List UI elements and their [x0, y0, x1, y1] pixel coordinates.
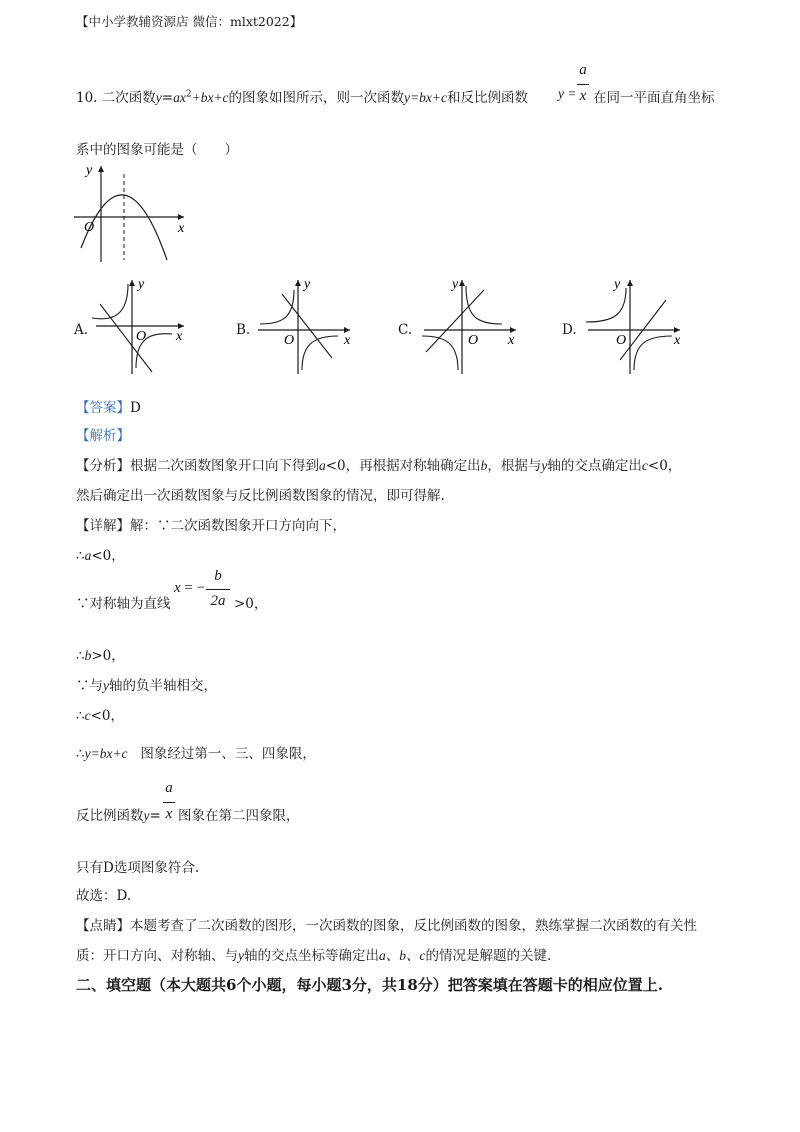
y-axis-label: y [304, 277, 311, 292]
inverse-fraction-bar [163, 802, 175, 803]
therefore-symbol: ∴ [76, 708, 85, 724]
detail-line-4 [76, 644, 125, 664]
page-header: 【中小学教辅资源店 微信：mlxt2022】 [76, 14, 303, 29]
axis-eq-x: x [174, 580, 181, 596]
parabola-graph [68, 160, 193, 265]
fraction-denominator: x [579, 88, 587, 104]
origin-label: O [136, 329, 147, 344]
detail-text-1: 解：∵二次函数图象开口方向向下， [130, 518, 346, 534]
because-text: ∵与 [76, 678, 103, 694]
y-axis-arrow [627, 280, 633, 286]
origin-label: O [84, 220, 95, 235]
dianjing-text-2b: 轴的交点坐标等确定出 [244, 948, 379, 964]
question-text-a: 二次函数 [101, 90, 156, 106]
linear-eq: y=bx+c [84, 746, 128, 761]
eq1-ax: ax [173, 90, 186, 105]
x-axis-label: x [344, 333, 351, 348]
fenxi-tag: 【分析】 [76, 458, 130, 474]
hyperbola-branch-lower [634, 336, 672, 370]
answer-tag: 【答案】 [76, 400, 130, 416]
therefore-symbol: ∴ [76, 746, 85, 762]
var-c: c [84, 708, 91, 723]
question-line-1 [76, 86, 528, 106]
option-d-label: D. [562, 322, 577, 338]
hyperbola-branch-upper [586, 288, 626, 322]
detail-text-4: >0， [91, 648, 125, 664]
origin-label: O [284, 333, 295, 348]
dianjing-text-2a: 质：开口方向、对称轴、与 [76, 948, 238, 964]
detail-text-5: 轴的负半轴相交， [109, 678, 217, 694]
question-line-2: 系中的图象可能是（ ） [76, 142, 238, 158]
fraction-bar [577, 84, 589, 85]
detail-line-1 [76, 514, 346, 534]
dianjing-tag: 【点睛】 [76, 918, 130, 934]
var-a: a [84, 548, 92, 563]
dianjing-text-2c: 的情况是解题的关键. [425, 948, 552, 964]
inverse-fraction-numerator: a [165, 780, 173, 796]
axis-fraction [206, 568, 230, 616]
eq3-y: y = [558, 86, 577, 101]
option-a-graph [88, 276, 196, 378]
var-b: b [84, 648, 92, 663]
eq1-y: y [155, 90, 162, 105]
eq1-rest: +bx+c [191, 90, 229, 105]
hyperbola-branch-upper [466, 286, 502, 324]
dianjing-text-1: 本题考查了二次函数的图形，一次函数的图象，反比例函数的图象，熟练掌握二次函数的有关性 [130, 918, 697, 934]
y-axis-label: y [86, 163, 93, 178]
fraction-numerator: a [579, 62, 587, 78]
hyperbola-branch-upper [92, 284, 128, 319]
eq1-exponent: 2 [185, 89, 192, 100]
option-d-graph [582, 276, 690, 378]
fenxi-text-1: 根据二次函数图象开口向下得到 [130, 458, 319, 474]
therefore-symbol: ∴ [76, 548, 85, 564]
fenxi-text-5: <0， [647, 458, 682, 474]
detail-text-3-post: >0， [234, 596, 268, 612]
hyperbola-branch-lower [422, 336, 458, 370]
question-text-b: 的图象如图所示，则一次函数 [228, 90, 405, 106]
hyperbola-branch-lower [302, 336, 338, 370]
option-c-graph [418, 276, 526, 378]
fenxi-var-c: c [641, 458, 648, 473]
y-axis-arrow [459, 280, 465, 286]
axis-eq [174, 580, 205, 597]
axis-fraction-numerator: b [214, 568, 222, 584]
fenxi-text-4: 轴的交点确定出 [547, 458, 642, 474]
detail-text-2: <0， [91, 548, 125, 564]
detail-text-3: ∵对称轴为直线 [76, 596, 171, 612]
equals-sign: = [149, 808, 161, 824]
answer-value: D [130, 400, 141, 416]
detail-line-2 [76, 544, 125, 564]
origin-label: O [468, 333, 479, 348]
x-axis-label: x [674, 333, 681, 348]
axis-fraction-bar [206, 589, 230, 590]
hyperbola-branch-upper [260, 290, 294, 324]
axis-fraction-denominator: 2a [210, 593, 226, 609]
dianjing-line-2 [76, 944, 551, 964]
answer-line [76, 396, 141, 416]
y-axis-label: y [452, 277, 459, 292]
detail-line-8 [76, 804, 161, 824]
eq1-equals: = [161, 90, 174, 106]
y-axis-arrow [295, 280, 301, 286]
detail-line-5 [76, 674, 217, 694]
fenxi-text-2: <0，再根据对称轴确定出 [325, 458, 481, 474]
detail-text-8-post: 图象在第二四象限， [178, 808, 300, 824]
eq2-linear: y=bx+c [404, 90, 447, 105]
dianjing-line-1 [76, 914, 697, 934]
detail-line-6 [76, 704, 124, 724]
var-y: y [143, 808, 150, 823]
fenxi-var-a: a [319, 458, 326, 473]
var-y: y [238, 948, 244, 963]
fenxi-line-2: 然后确定出一次函数图象与反比例函数图象的情况，即可得解. [76, 488, 445, 504]
fenxi-var-b: b [480, 458, 488, 473]
detail-line-10: 故选：D. [76, 888, 132, 904]
therefore-symbol: ∴ [76, 648, 85, 664]
origin-label: O [616, 333, 627, 348]
y-axis-label: y [138, 277, 145, 292]
vars-abc: a、b、c [379, 948, 426, 963]
var-y: y [103, 678, 109, 693]
x-axis-arrow [178, 214, 184, 220]
option-b-graph [252, 276, 360, 378]
question-fraction [577, 62, 589, 108]
x-axis-label: x [178, 221, 185, 236]
y-axis-label: y [614, 277, 621, 292]
option-b-label: B. [236, 322, 251, 338]
fenxi-text-3: ，根据与 [487, 458, 542, 474]
x-axis-label: x [508, 333, 515, 348]
y-axis-arrow [129, 280, 135, 286]
inverse-fraction [163, 780, 175, 826]
question-number: 10. [76, 90, 98, 106]
option-c-label: C. [398, 322, 413, 338]
detail-line-9: 只有D选项图象符合. [76, 860, 200, 876]
axis-eq-equals: = − [184, 580, 206, 596]
detail-text-8-pre: 反比例函数 [76, 808, 144, 824]
y-axis-arrow [98, 166, 104, 172]
fenxi-var-y: y [541, 458, 548, 473]
detail-line-3 [76, 592, 171, 612]
inverse-fraction-denominator: x [165, 806, 173, 822]
fenxi-line-1 [76, 454, 681, 474]
detail-text-6: <0， [90, 708, 124, 724]
detail-text-7: 图象经过第一、三、四象限， [140, 746, 316, 762]
question-text-c: 和反比例函数 [447, 90, 528, 106]
detail-tag: 【详解】 [76, 518, 130, 534]
section-heading: 二、填空题（本大题共6个小题，每小题3分，共18分）把答案填在答题卡的相应位置上. [76, 976, 663, 994]
option-a-label: A. [74, 322, 89, 338]
question-text-d: 在同一平面直角坐标 [593, 90, 715, 106]
detail-line-7 [76, 742, 316, 762]
x-axis-label: x [176, 329, 183, 344]
analysis-tag: 【解析】 [76, 428, 130, 444]
